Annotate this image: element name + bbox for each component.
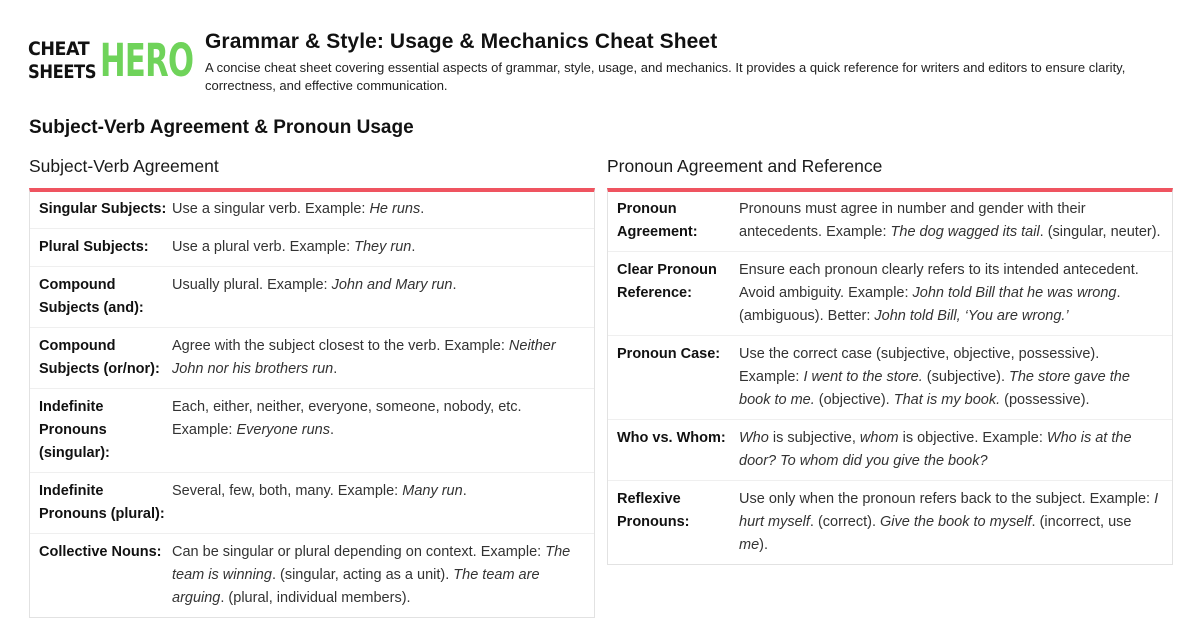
- body-text: . (singular, neuter).: [1039, 224, 1161, 240]
- row-content: [172, 236, 594, 259]
- body-text: .: [420, 201, 425, 217]
- row-content: [172, 480, 594, 526]
- row-content: [172, 396, 594, 465]
- row-label: Reflexive Pronouns:: [617, 491, 690, 530]
- section-title: Subject-Verb Agreement & Pronoun Usage: [29, 117, 414, 138]
- pronoun-agreement-title: Pronoun Agreement and Reference: [607, 156, 883, 176]
- row-content: [172, 335, 594, 381]
- row-content: [739, 259, 1172, 328]
- table-row: [608, 192, 1172, 251]
- row-label: Compound Subjects (and):: [39, 277, 144, 316]
- table-row: [30, 228, 594, 266]
- row-label: Indefinite Pronouns (singular):: [39, 399, 110, 461]
- subject-verb-agreement-title: Subject-Verb Agreement: [29, 156, 219, 176]
- body-text: . (singular, acting as a unit).: [271, 567, 454, 583]
- row-content: [739, 427, 1172, 473]
- body-text: Each, either, neither, everyone, someone, nobody, etc. Example:: [172, 399, 522, 438]
- body-text: Ensure each pronoun clearly refers to its intended antecedent. Avoid ambiguity. Example:: [739, 262, 1139, 301]
- table-row: [30, 192, 594, 228]
- row-label: Plural Subjects:: [39, 239, 149, 255]
- example-text: whom: [859, 430, 899, 446]
- example-text: John told Bill that he was wrong: [912, 285, 1117, 301]
- row-label: Indefinite Pronouns (plural):: [39, 483, 165, 522]
- example-text: Neither John nor his brothers run: [172, 338, 556, 377]
- table-row: [30, 388, 594, 472]
- body-text: . (incorrect, use: [1031, 514, 1132, 530]
- row-label: Collective Nouns:: [39, 544, 162, 560]
- table-row: [30, 266, 594, 327]
- body-text: Can be singular or plural depending on context. Example:: [172, 544, 546, 560]
- example-text: I hurt myself: [739, 491, 1159, 530]
- example-text: That is my book.: [893, 392, 1001, 408]
- page-title: Grammar & Style: Usage & Mechanics Cheat Sheet: [205, 30, 718, 53]
- pronoun-agreement-column: [607, 155, 1173, 565]
- body-text: ).: [759, 537, 769, 553]
- subject-verb-agreement-table: [29, 188, 595, 618]
- table-row: [608, 335, 1172, 419]
- logo-word-hero: HERO: [100, 34, 194, 87]
- table-row: [30, 533, 594, 617]
- example-text: The team are arguing: [172, 567, 540, 606]
- body-text: Usually plural. Example:: [172, 277, 332, 293]
- body-text: .: [452, 277, 457, 293]
- example-text: He runs: [369, 201, 421, 217]
- row-content: [172, 541, 594, 610]
- body-text: Use the correct case (subjective, objective, possessive). Example:: [739, 346, 1100, 385]
- table-row: [30, 327, 594, 388]
- body-text: Pronouns must agree in number and gender with their antecedents. Example:: [739, 201, 1086, 240]
- body-text: Several, few, both, many. Example:: [172, 483, 403, 499]
- row-content: [172, 198, 594, 221]
- table-row: [30, 472, 594, 533]
- page-description: A concise cheat sheet covering essential aspects of grammar, style, usage, and mechanics. It provides a quick reference for writers and editors to ensure clarity, correctness, and effective communication.: [205, 60, 1126, 93]
- body-text: . (ambiguous). Better:: [739, 285, 1121, 324]
- row-content: [739, 198, 1172, 244]
- example-text: Everyone runs: [236, 422, 330, 438]
- body-text: Use only when the pronoun refers back to the subject. Example:: [739, 491, 1155, 507]
- body-text: is objective. Example:: [898, 430, 1047, 446]
- row-label: Singular Subjects:: [39, 201, 167, 217]
- row-label: Who vs. Whom:: [617, 430, 726, 446]
- body-text: Use a singular verb. Example:: [172, 201, 370, 217]
- body-text: .: [462, 483, 467, 499]
- example-text: They run: [354, 239, 412, 255]
- body-text: is subjective,: [768, 430, 860, 446]
- example-text: Who is at the door? To whom did you give the book?: [739, 430, 1132, 469]
- row-label: Compound Subjects (or/nor):: [39, 338, 160, 377]
- row-label: Pronoun Case:: [617, 346, 721, 362]
- row-content: [739, 343, 1172, 412]
- body-text: .: [411, 239, 416, 255]
- example-text: The dog wagged its tail: [890, 224, 1040, 240]
- example-text: The store gave the book to me.: [739, 369, 1130, 408]
- example-text: Many run: [402, 483, 463, 499]
- logo-word-cheat: CHEAT: [28, 38, 90, 60]
- table-row: [608, 480, 1172, 564]
- body-text: (objective).: [814, 392, 894, 408]
- row-label: Pronoun Agreement:: [617, 201, 698, 240]
- body-text: (possessive).: [1000, 392, 1090, 408]
- body-text: Use a plural verb. Example:: [172, 239, 355, 255]
- pronoun-agreement-table: [607, 188, 1173, 565]
- row-content: [739, 488, 1172, 557]
- body-text: . (correct).: [809, 514, 881, 530]
- example-text: Who: [739, 430, 769, 446]
- row-content: [172, 274, 594, 320]
- row-label: Clear Pronoun Reference:: [617, 262, 717, 301]
- subject-verb-agreement-column: [29, 155, 595, 618]
- body-text: .: [329, 422, 335, 438]
- logo-word-sheets: SHEETS: [28, 61, 97, 83]
- body-text: (subjective).: [922, 369, 1010, 385]
- example-text: John and Mary run: [331, 277, 453, 293]
- body-text: . (plural, individual members).: [220, 590, 411, 606]
- example-text: I went to the store.: [803, 369, 923, 385]
- table-row: [608, 251, 1172, 335]
- example-text: me: [739, 537, 760, 553]
- body-text: .: [333, 361, 338, 377]
- body-text: Agree with the subject closest to the verb. Example:: [172, 338, 509, 354]
- site-logo[interactable]: [28, 34, 194, 87]
- table-row: [608, 419, 1172, 480]
- example-text: The team is winning: [172, 544, 571, 583]
- example-text: Give the book to myself: [880, 514, 1032, 530]
- example-text: John told Bill, ‘You are wrong.’: [874, 308, 1069, 324]
